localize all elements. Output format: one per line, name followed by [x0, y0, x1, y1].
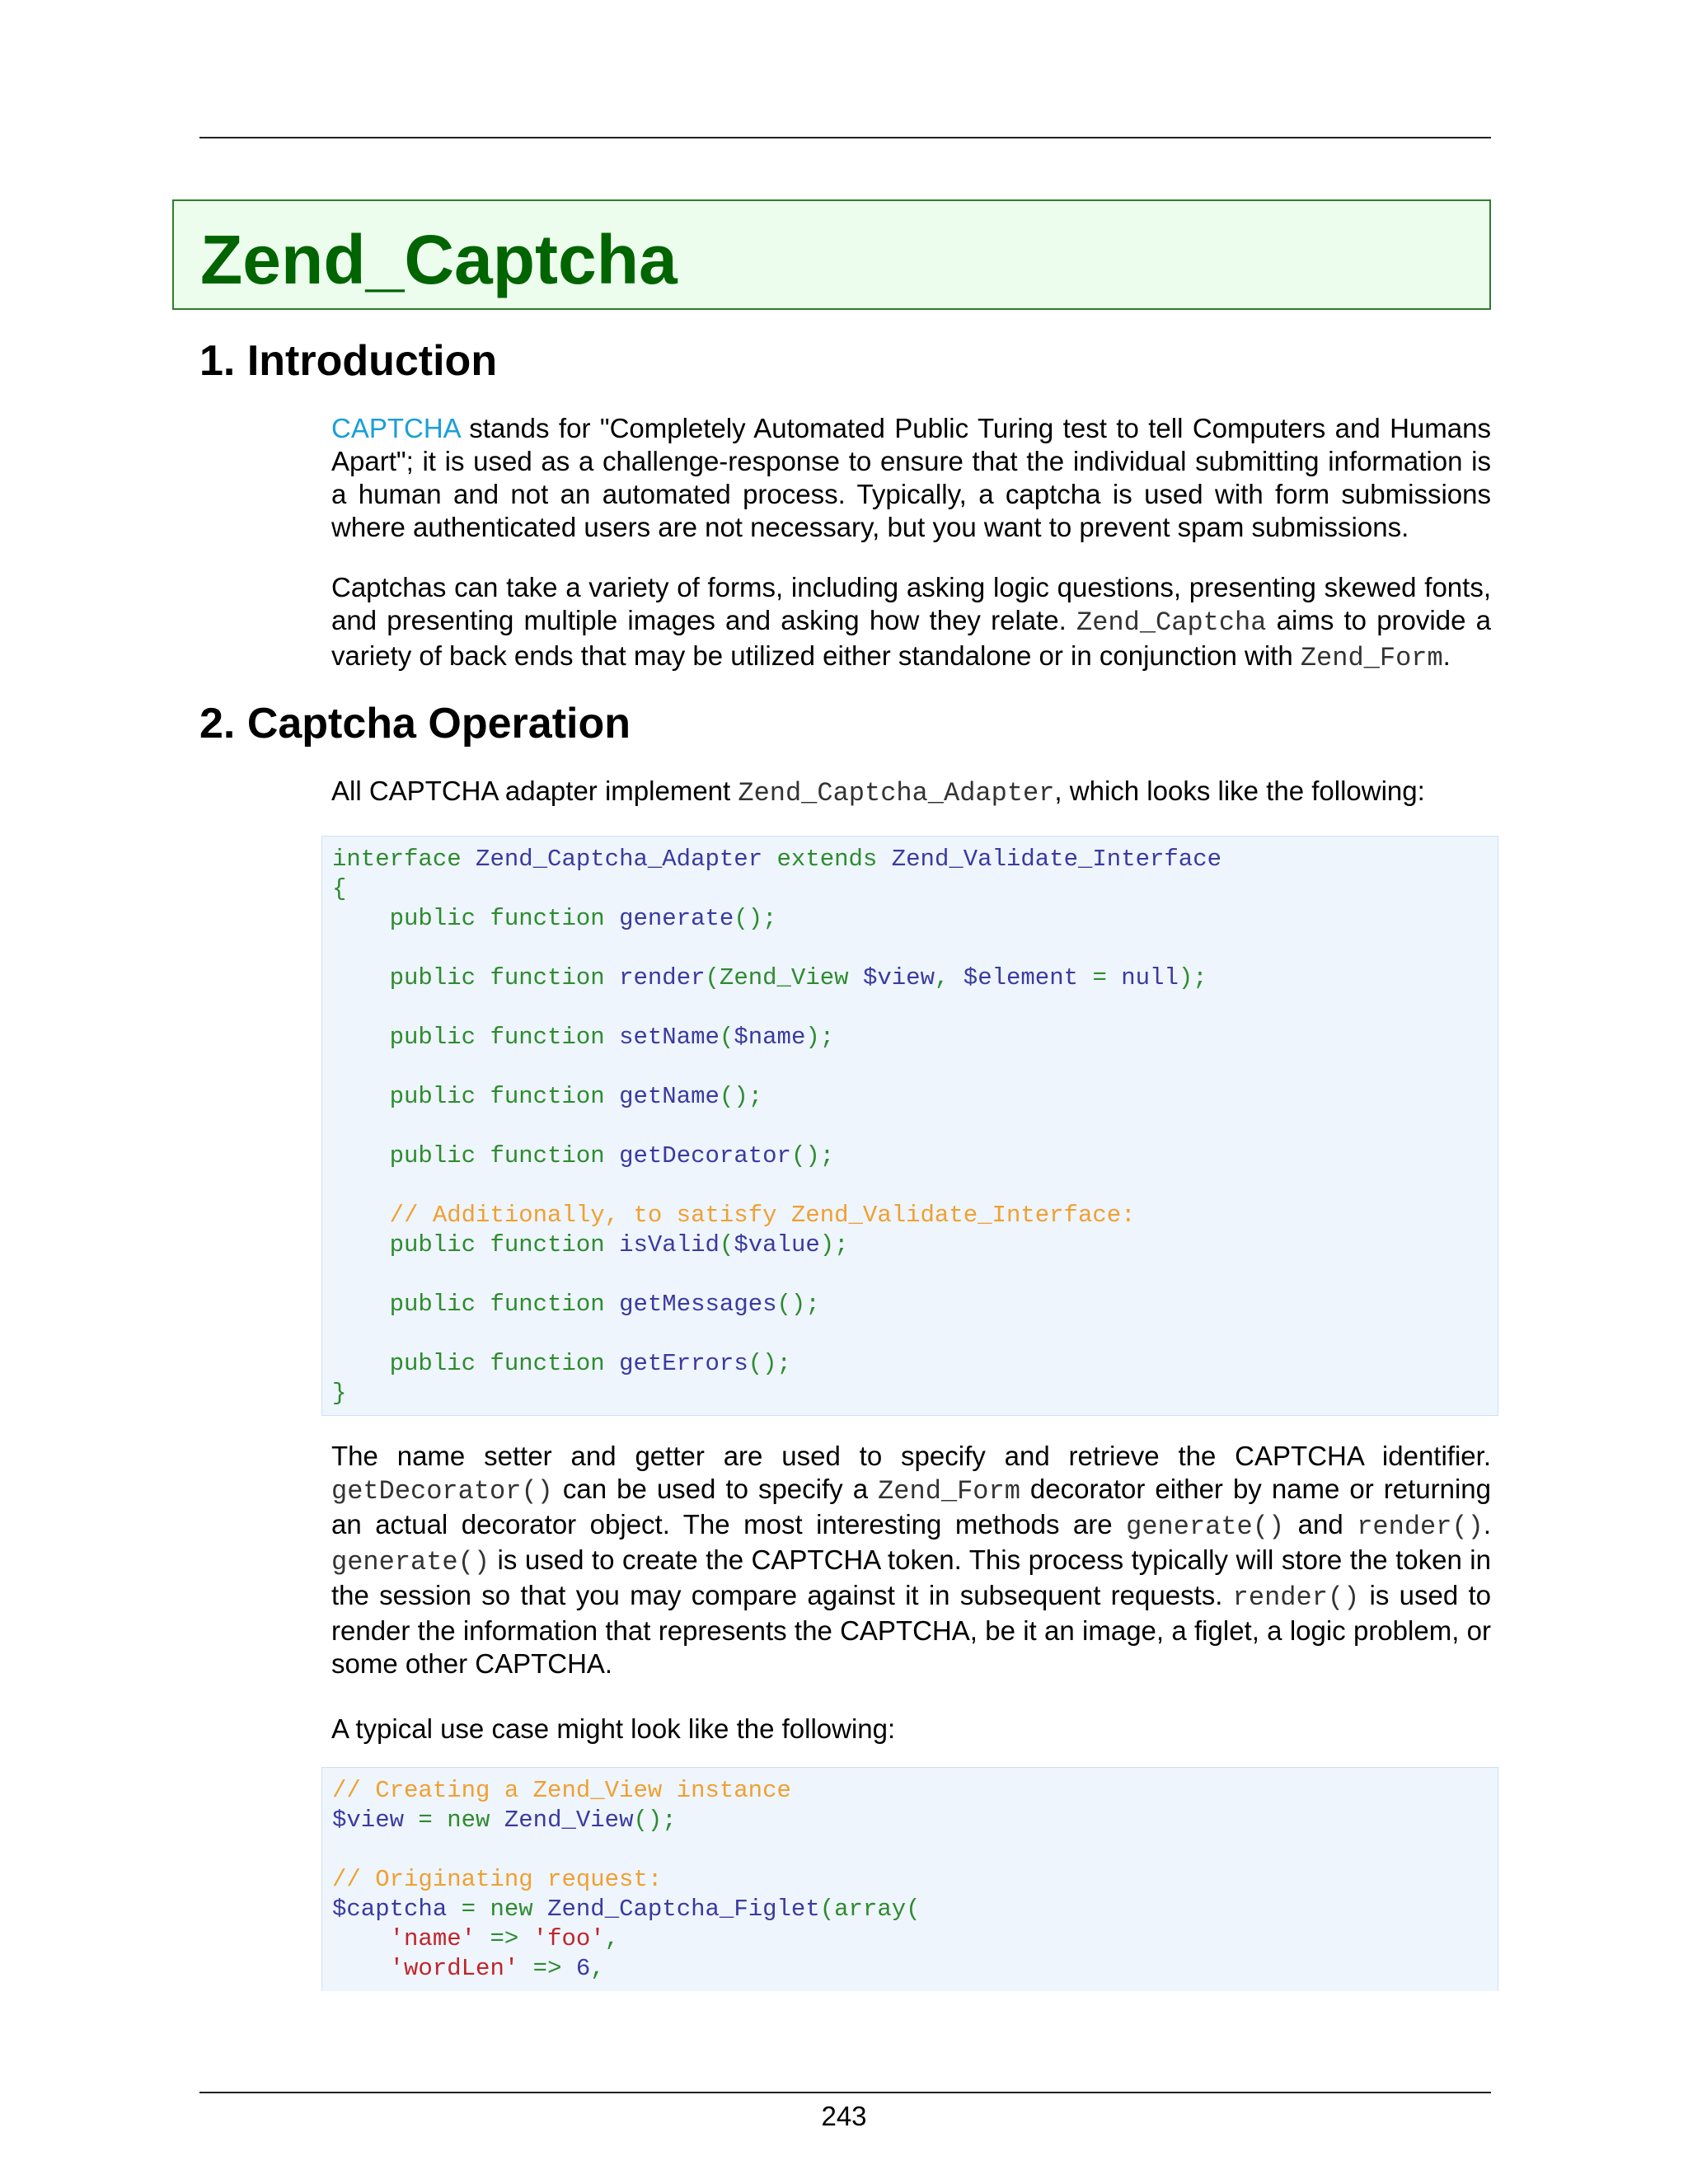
code-token: $name: [734, 1024, 806, 1051]
code-token: getErrors: [619, 1350, 748, 1377]
code-token: function: [490, 1231, 605, 1258]
inline-code-zend-captcha-adapter: Zend_Captcha_Adapter: [738, 778, 1055, 808]
code-token: public: [389, 1231, 476, 1258]
code-token: interface: [332, 846, 462, 873]
operation-paragraph-2: [331, 1440, 1491, 1680]
code-token: ();: [719, 1083, 763, 1110]
code-token: =: [418, 1807, 433, 1834]
code-token: =>: [490, 1925, 519, 1952]
operation-paragraph-1-text-b: , which looks like the following:: [1054, 776, 1425, 806]
code-token: (: [719, 1231, 734, 1258]
operation-paragraph-1: [331, 775, 1491, 810]
code-token: ,: [590, 1955, 605, 1982]
inline-code-zend-form: Zend_Form: [1300, 643, 1443, 673]
code-token: ();: [734, 905, 777, 932]
code-token: extends: [776, 846, 878, 873]
code-token: );: [819, 1231, 849, 1258]
operation-paragraph-2-text: decorator either by name or returning an actual decorator object. The most interesting methods are: [331, 1474, 1491, 1540]
code-token: $value: [734, 1231, 820, 1258]
code-token: {: [332, 875, 347, 902]
page-number: 243: [821, 2101, 867, 2131]
operation-paragraph-2-text: is used to create the CAPTCHA token. This process typically will store the token in the session so that you may compare against it in subsequent requests.: [331, 1544, 1491, 1610]
code-token: render: [619, 964, 706, 991]
code-token: ();: [748, 1350, 791, 1377]
code-token: public: [389, 1350, 476, 1377]
code-token: (: [705, 964, 720, 991]
code-token: $view: [332, 1807, 405, 1834]
code-token: function: [490, 1024, 605, 1051]
code-token: function: [490, 1350, 605, 1377]
code-token: Zend_Captcha_Figlet: [547, 1896, 820, 1923]
code-token: $view: [862, 964, 935, 991]
code-token: (array(: [819, 1896, 921, 1923]
operation-paragraph-2-text: .: [1483, 1509, 1491, 1540]
code-token: );: [805, 1024, 835, 1051]
inline-code-render: render(): [1232, 1582, 1360, 1613]
inline-code-generate: generate(): [331, 1547, 490, 1577]
section-heading-captcha-operation: 2. Captcha Operation: [199, 700, 631, 748]
code-token: $element: [963, 964, 1079, 991]
code-listing-adapter-interface: [332, 845, 1488, 1408]
header-rule: [199, 137, 1491, 138]
chapter-title-box: [172, 199, 1491, 310]
chapter-title: Zend_Captcha: [200, 221, 678, 298]
inline-code-render: render(): [1357, 1511, 1484, 1542]
code-token: public: [389, 1024, 476, 1051]
intro-paragraph-1-text: stands for "Completely Automated Public Turing test to tell Computers and Humans Apart"; it is used as a challenge-response to ensure that the individual submitting information is a human and not an automated process. Typically, a captcha is used with form submissions where authenticated users are not necessary, but you want to prevent spam submissions.: [331, 413, 1491, 542]
code-token: setName: [619, 1024, 720, 1051]
captcha-link[interactable]: CAPTCHA: [331, 413, 460, 443]
operation-paragraph-2-text: can be used to specify a: [552, 1474, 879, 1504]
intro-paragraph-2-text-a: Captchas can take a variety of forms, including asking logic questions, presenting skewed fonts, and presenting multiple images and asking how they relate.: [331, 572, 1491, 635]
code-token: new: [490, 1896, 533, 1923]
operation-paragraph-1-text-a: All CAPTCHA adapter implement: [331, 776, 738, 806]
operation-paragraph-3: A typical use case might look like the following:: [331, 1713, 896, 1744]
code-token: public: [389, 1142, 476, 1169]
code-comment: // Originating request:: [332, 1866, 663, 1893]
code-token: function: [490, 964, 605, 991]
operation-paragraph-2-text: The name setter and getter are used to specify and retrieve the CAPTCHA identifier.: [331, 1441, 1491, 1471]
code-token: =: [461, 1896, 476, 1923]
section-heading-introduction: 1. Introduction: [199, 337, 498, 385]
code-token: ,: [934, 964, 950, 991]
code-token: isValid: [619, 1231, 720, 1258]
intro-paragraph-2: [331, 571, 1491, 675]
code-token: getMessages: [619, 1291, 777, 1318]
code-token: getDecorator: [619, 1142, 791, 1169]
code-token: ,: [604, 1925, 620, 1952]
code-token: function: [490, 905, 605, 932]
intro-paragraph-2-text-b: aims to provide a variety of back ends that may be utilized either standalone or in conjunction with: [331, 605, 1491, 671]
intro-paragraph-1: [331, 412, 1491, 544]
code-token: ();: [776, 1291, 820, 1318]
code-token: $captcha: [332, 1896, 448, 1923]
code-token: public: [389, 1083, 476, 1110]
operation-paragraph-2-text: and: [1284, 1509, 1357, 1540]
code-token: 6: [575, 1955, 591, 1982]
code-token: Zend_View: [504, 1807, 634, 1834]
code-token: null: [1121, 964, 1179, 991]
inline-code-zend-form: Zend_Form: [878, 1476, 1020, 1507]
code-token: }: [332, 1380, 347, 1407]
code-token: Zend_Captcha_Adapter: [476, 846, 763, 873]
code-comment: // Additionally, to satisfy Zend_Validate_Interface:: [389, 1202, 1136, 1229]
inline-code-getdecorator: getDecorator(): [331, 1476, 553, 1507]
code-token: ();: [790, 1142, 835, 1169]
code-token: Zend_View: [719, 964, 849, 991]
code-string: 'name': [389, 1925, 476, 1952]
code-token: ();: [633, 1807, 677, 1834]
code-token: =: [1092, 964, 1107, 991]
code-string: 'wordLen': [389, 1955, 519, 1982]
code-token: Zend_Validate_Interface: [891, 846, 1222, 873]
code-string: 'foo': [532, 1925, 605, 1952]
code-token: function: [490, 1291, 605, 1318]
code-token: new: [447, 1807, 490, 1834]
inline-code-generate: generate(): [1126, 1511, 1285, 1542]
code-token: public: [389, 964, 476, 991]
footer-rule: [199, 2092, 1491, 2093]
code-token: generate: [619, 905, 734, 932]
inline-code-zend-captcha: Zend_Captcha: [1076, 607, 1267, 638]
code-token: getName: [619, 1083, 720, 1110]
code-listing-usage-example: [332, 1776, 1488, 1984]
code-token: public: [389, 1291, 476, 1318]
code-token: );: [1178, 964, 1207, 991]
code-token: function: [490, 1083, 605, 1110]
code-block-usage-example: [321, 1767, 1498, 1991]
operation-paragraph-2-text: is used to render the information that represents the CAPTCHA, be it an image, a figlet, a logic problem, or some other CAPTCHA.: [331, 1580, 1491, 1679]
code-token: =>: [532, 1955, 562, 1982]
code-token: (: [719, 1024, 734, 1051]
code-token: function: [490, 1142, 605, 1169]
code-token: public: [389, 905, 476, 932]
intro-paragraph-2-text-c: .: [1442, 640, 1451, 671]
code-block-adapter-interface: [321, 836, 1498, 1416]
code-comment: // Creating a Zend_View instance: [332, 1777, 791, 1804]
